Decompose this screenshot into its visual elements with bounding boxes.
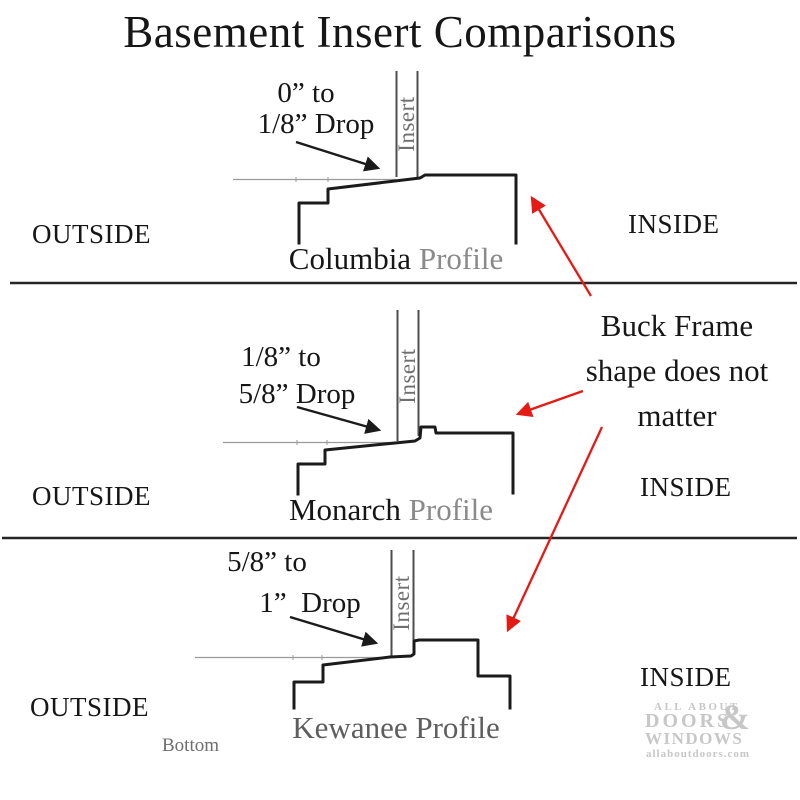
monarch-caption	[231, 492, 551, 528]
bottom-label: Bottom	[162, 735, 220, 756]
logo-windows-text: WINDOWS	[645, 729, 744, 748]
columbia-insert-label: Insert	[394, 96, 419, 152]
kewanee-outside-label: OUTSIDE	[30, 692, 149, 722]
columbia-caption-name: Columbia	[288, 241, 412, 276]
columbia-caption-suffix: Profile	[418, 241, 504, 276]
monarch-drop-label-line1: 1/8” to	[241, 341, 321, 373]
kewanee-drop-label-line2: 1” Drop	[259, 587, 361, 619]
monarch-drop-label-line2: 5/8” Drop	[238, 378, 356, 410]
kewanee-caption	[236, 710, 556, 746]
kewanee-caption-name: Kewanee	[292, 710, 408, 745]
kewanee-caption-suffix: Profile	[415, 710, 500, 745]
buck-frame-note-line1: Buck Frame	[600, 308, 754, 343]
kewanee-drop-label-line1: 5/8” to	[227, 546, 307, 578]
monarch-caption-name: Monarch	[288, 492, 401, 527]
logo-doors-text: DOORS	[645, 710, 732, 732]
monarch-insert-label: Insert	[395, 348, 420, 404]
diagram-title: Basement Insert Comparisons	[123, 7, 677, 57]
columbia-inside-label: INSIDE	[628, 209, 720, 239]
kewanee-drop-arrow	[290, 617, 376, 643]
logo-tagline: ALL ABOUT	[654, 701, 740, 713]
columbia-drop-label-line1: 0” to	[277, 77, 335, 109]
columbia-caption	[236, 241, 556, 277]
buck-frame-note-line2: shape does not	[585, 353, 769, 388]
buck-frame-note-line3: matter	[637, 398, 717, 433]
monarch-caption-suffix: Profile	[408, 492, 494, 527]
columbia-drop-label-line2: 1/8” Drop	[257, 108, 375, 140]
monarch-inside-label: INSIDE	[640, 472, 732, 502]
logo-ampersand-icon: &	[720, 697, 750, 737]
columbia-drop-arrow	[296, 142, 378, 168]
monarch-drop-arrow	[297, 407, 379, 430]
columbia-outside-label: OUTSIDE	[32, 219, 151, 249]
kewanee-insert-label: Insert	[389, 575, 414, 631]
red-arrow-kewanee	[508, 427, 602, 630]
monarch-outside-label: OUTSIDE	[32, 481, 151, 511]
kewanee-inside-label: INSIDE	[640, 662, 732, 692]
buck-frame-note	[537, 303, 800, 438]
logo-website: allaboutdoors.com	[646, 748, 751, 760]
